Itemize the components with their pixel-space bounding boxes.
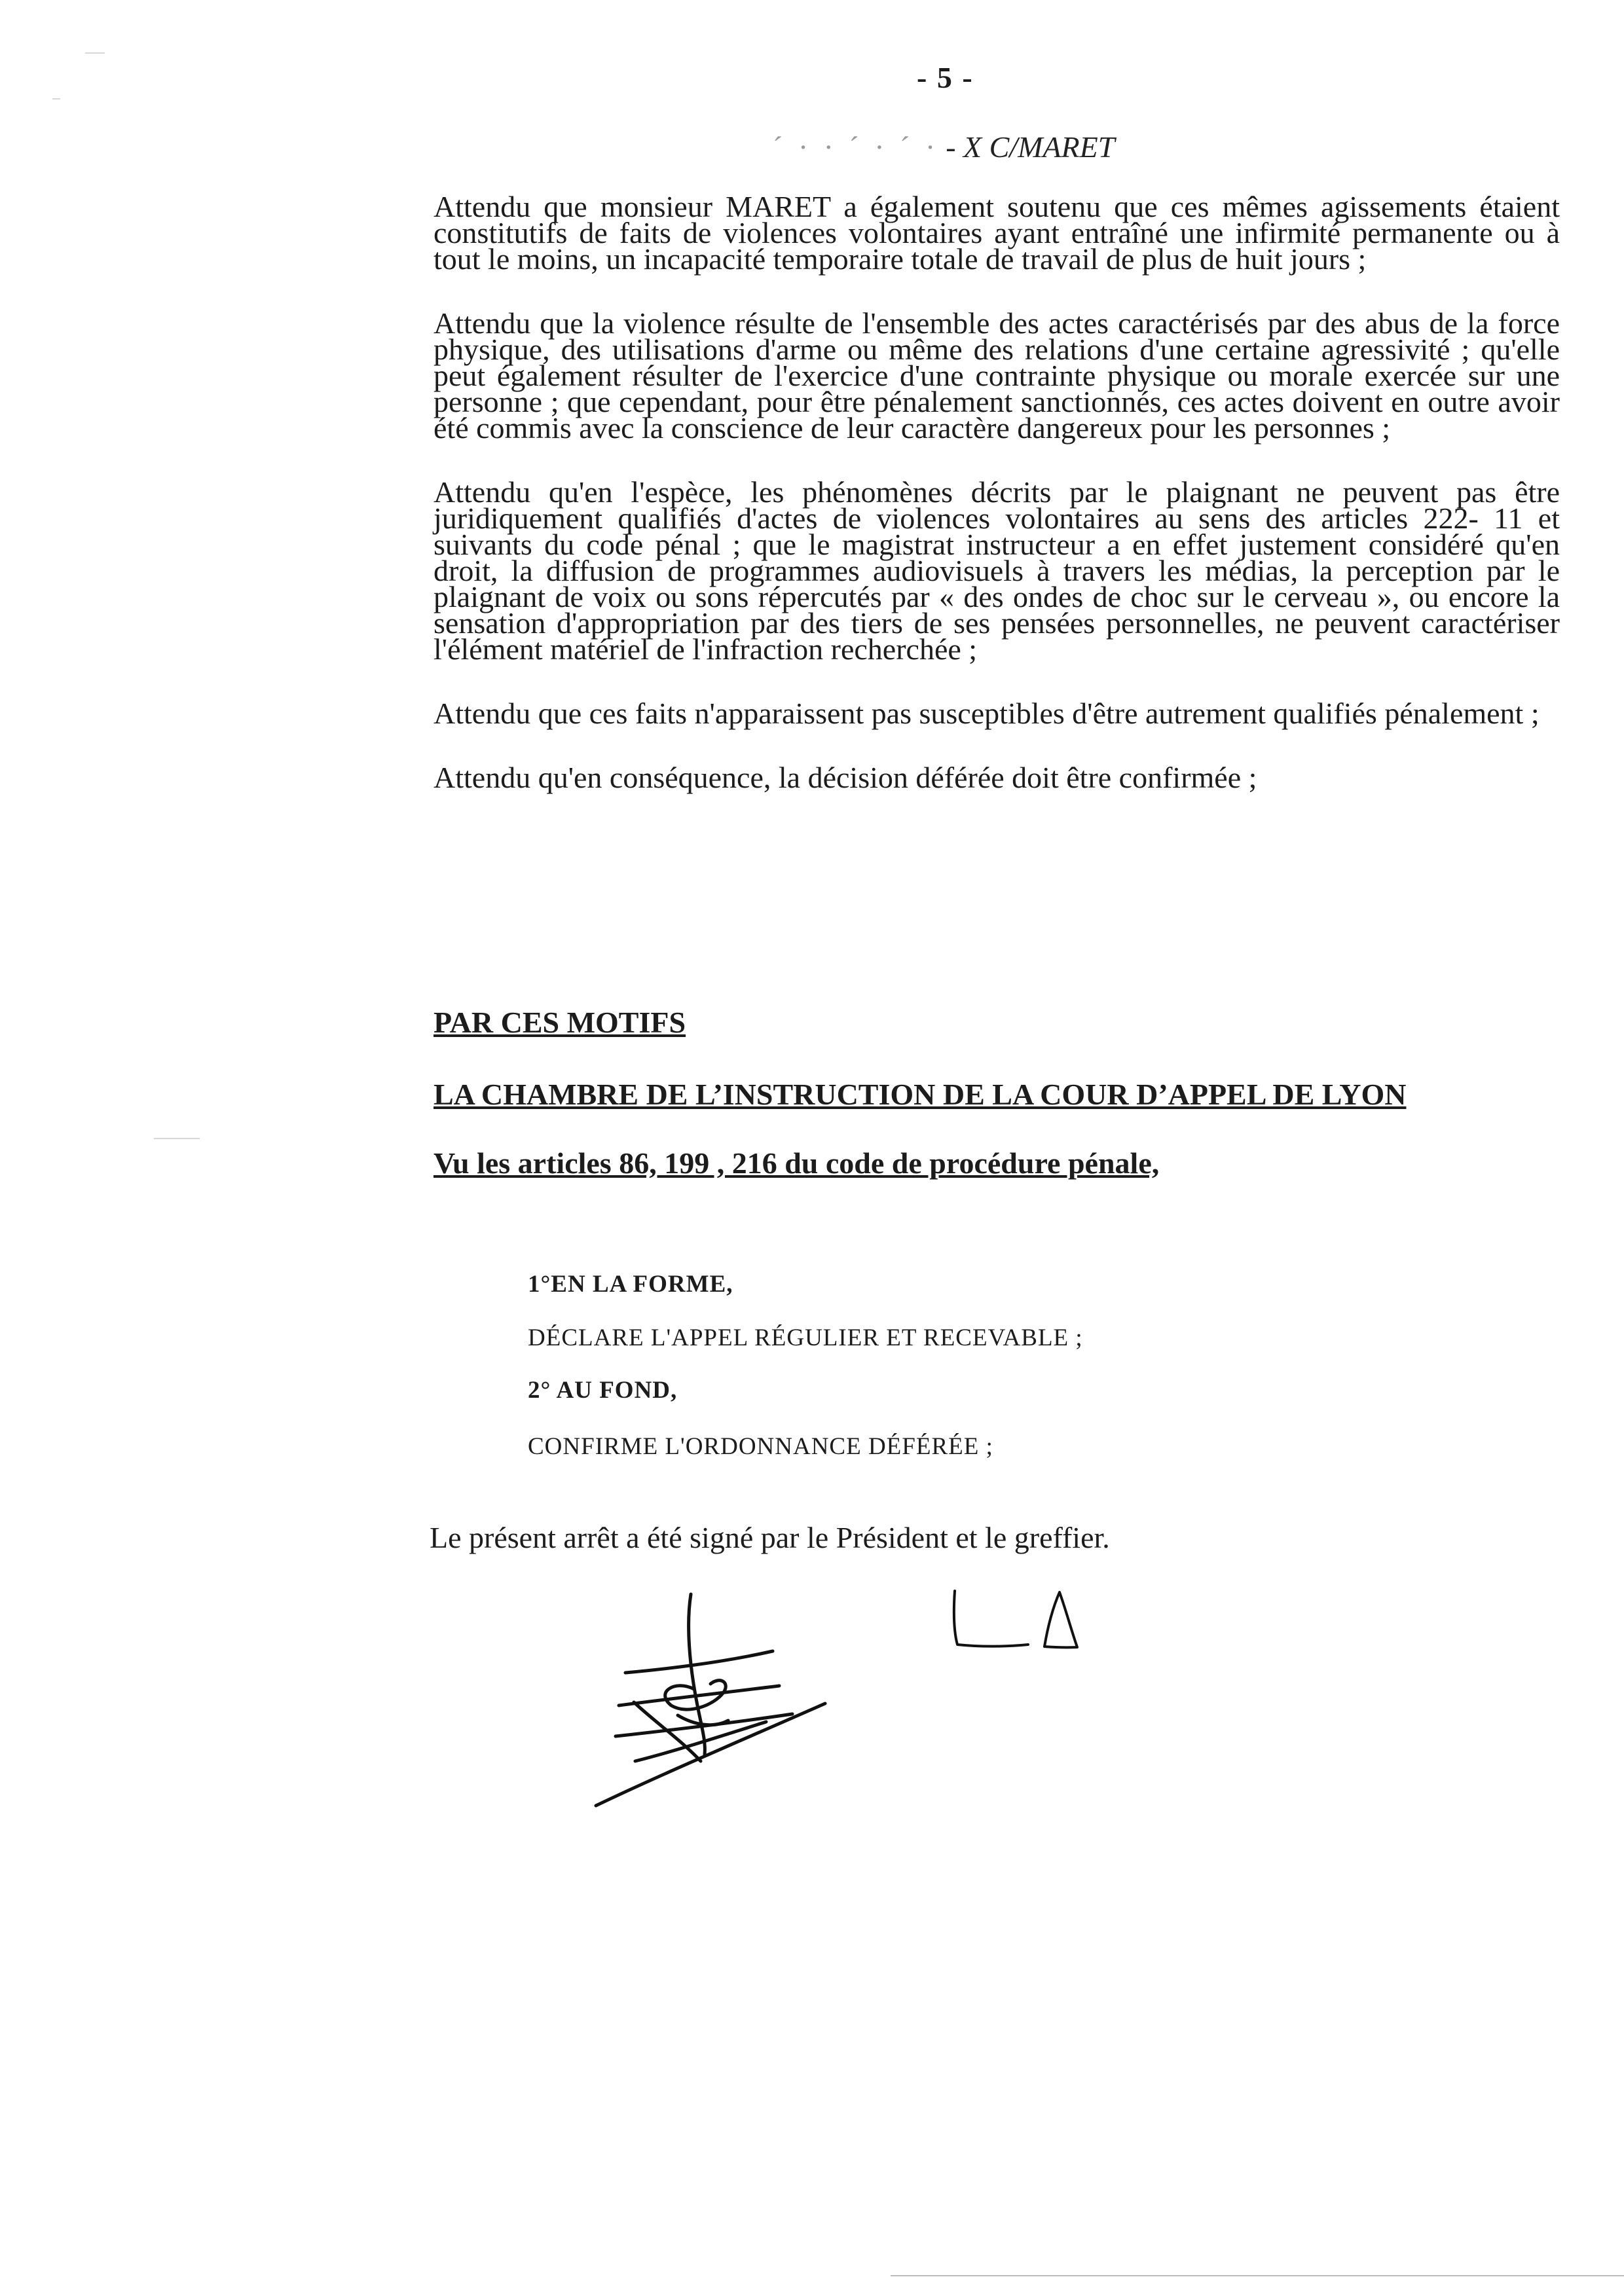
paragraph-attendu-violence: Attendu que la violence résulte de l'ensemble des actes caractérisés par des abus de la force physique, des utilisations d'arme ou même des relations d'une certaine agressivité ; qu'elle peut également résulter de l'exercice d'une contrainte physique ou morale exercée sur une personne ; que cependant, pour être pénalement sanctionnés, ces actes doivent en outre avoir été commis avec la conscience de leur caractère dangereux pour les personnes ; bbox=[434, 306, 1560, 445]
bottom-rule bbox=[891, 2275, 1624, 2276]
decision-forme-text: DÉCLARE L'APPEL RÉGULIER ET RECEVABLE ; bbox=[528, 1324, 1083, 1351]
paragraph-attendu-espece: Attendu qu'en l'espèce, les phénomènes décrits par le plaignant ne peuvent pas être juridiquement qualifiés d'actes de violences volontaires au sens des articles 222- 11 et suivants du code pénal ; que le magistrat instructeur a en effet justement considéré qu'en droit, la diffusion de programmes audiovisuels à travers les médias, la perception par le plaignant de voix ou sons répercutés par « des ondes de choc sur le cerveau », ou encore la sensation d'appropriation par des tiers de ses pensées personnelles, ne peuvent caractériser l'élément matériel de l'infraction recherchée ; bbox=[434, 475, 1560, 666]
heading-articles: Vu les articles 86, 199 , 216 du code de procédure pénale, bbox=[434, 1146, 1160, 1180]
decision-fond-label: 2° AU FOND, bbox=[528, 1377, 678, 1404]
greffier-initials bbox=[943, 1584, 1087, 1666]
heading-chambre: LA CHAMBRE DE L’INSTRUCTION DE LA COUR D’APPEL DE LYON bbox=[434, 1078, 1407, 1111]
body-text bbox=[434, 190, 1560, 829]
decision-forme-label: 1°EN LA FORME, bbox=[528, 1271, 733, 1298]
scan-mark bbox=[52, 98, 60, 100]
case-reference-text: - X C/MARET bbox=[946, 130, 1115, 164]
page-number: - 5 - bbox=[917, 61, 974, 94]
paragraph-attendu-consequence: Attendu qu'en conséquence, la décision déférée doit être confirmée ; bbox=[434, 761, 1257, 794]
scan-mark bbox=[154, 1138, 200, 1139]
decision-fond-text: CONFIRME L'ORDONNANCE DÉFÉRÉE ; bbox=[528, 1433, 993, 1460]
president-signature-drawing bbox=[557, 1565, 845, 1820]
case-reference-smudge: ´ · · ´ · ´ · bbox=[773, 130, 940, 164]
paragraph-attendu-maret: Attendu que monsieur MARET a également soutenu que ces mêmes agissements étaient constitutifs de faits de violences volontaires ayant entraîné une infirmité permanente ou à tout le moins, un incapacité temporaire totale de travail de plus de huit jours ; bbox=[434, 190, 1560, 276]
closing-statement: Le présent arrêt a été signé par le Président et le greffier. bbox=[430, 1521, 1110, 1554]
greffier-initials-drawing bbox=[943, 1584, 1087, 1663]
scan-mark bbox=[85, 52, 105, 54]
heading-motifs: PAR CES MOTIFS bbox=[434, 1006, 686, 1039]
paragraph-attendu-faits: Attendu que ces faits n'apparaissent pas susceptibles d'être autrement qualifiés pénalement ; bbox=[434, 697, 1540, 730]
president-signature bbox=[557, 1565, 845, 1823]
case-reference bbox=[773, 130, 1115, 164]
